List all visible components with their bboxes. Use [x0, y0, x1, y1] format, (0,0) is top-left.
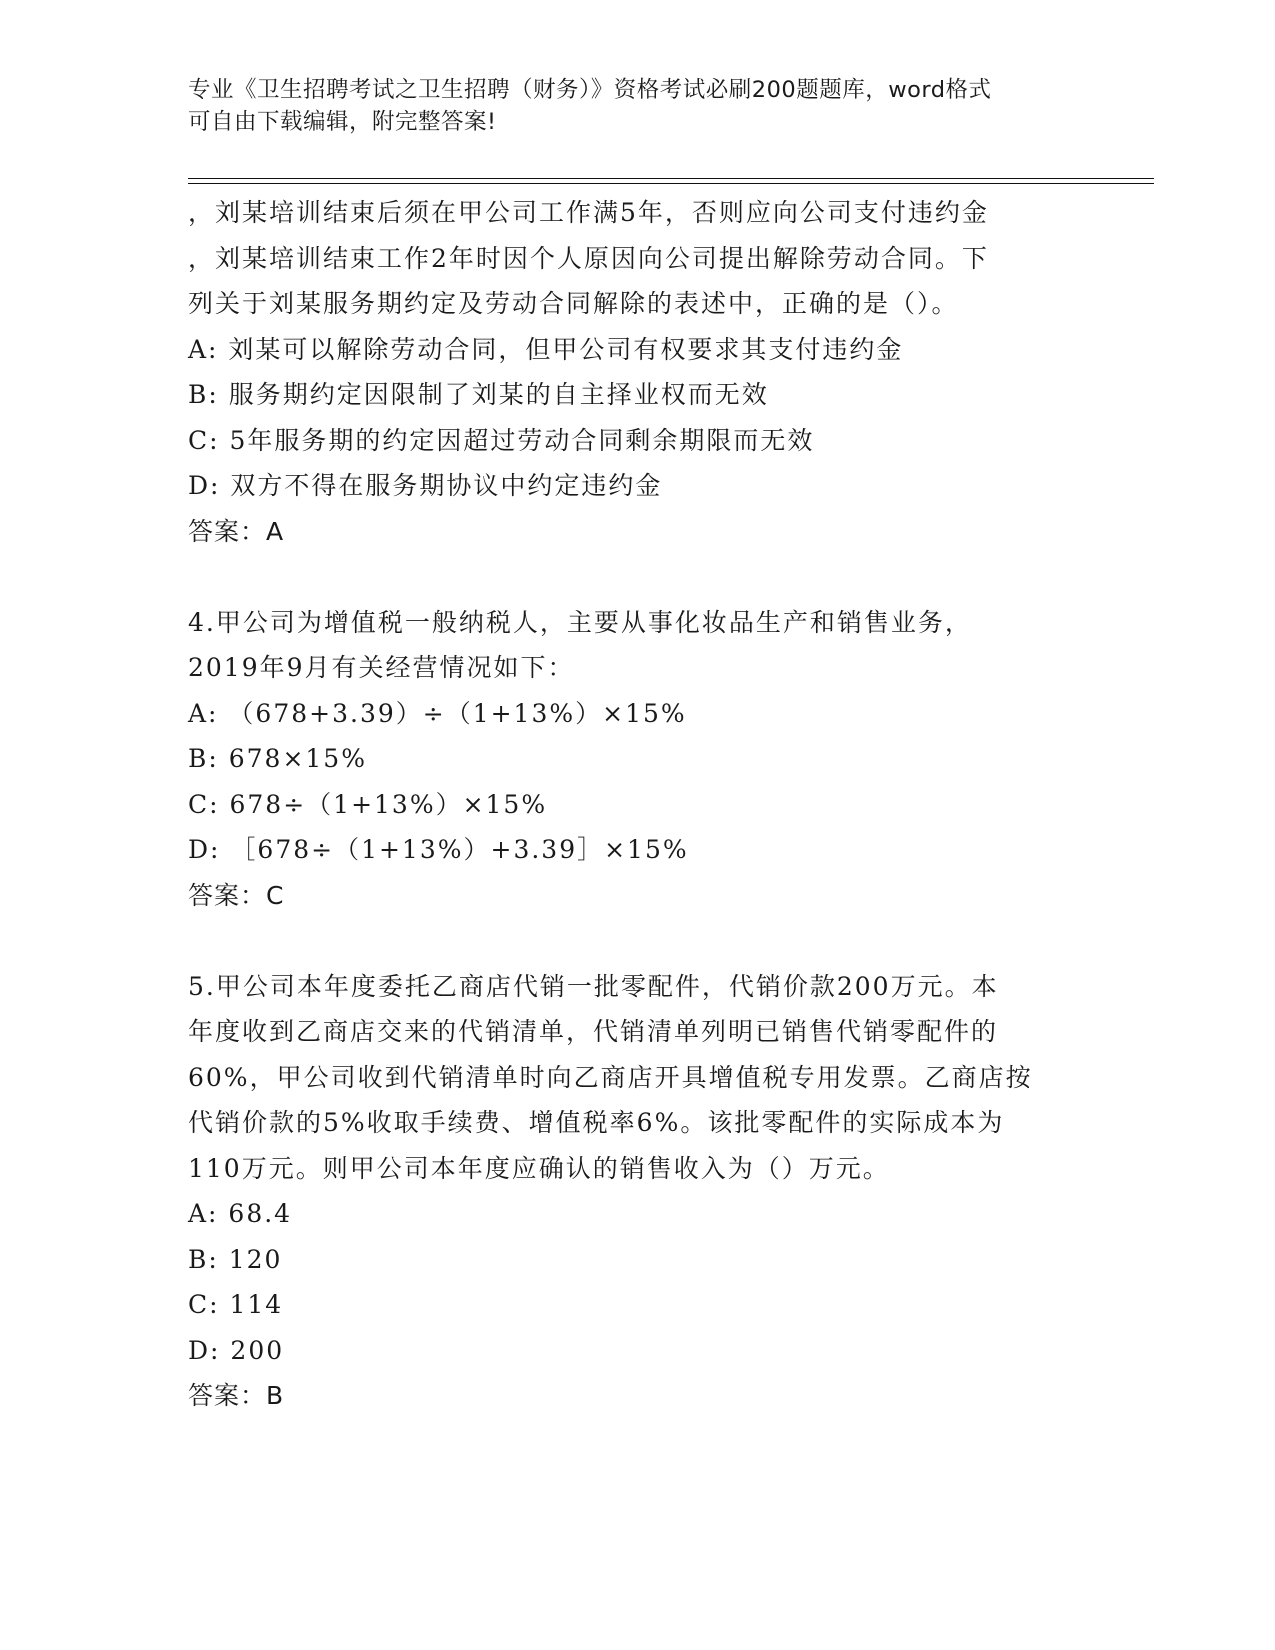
question-list: [188, 190, 1088, 1419]
option-a: A: 刘某可以解除劳动合同，但甲公司有权要求其支付违约金: [188, 334, 904, 364]
option-d: D: 200: [188, 1335, 285, 1365]
question-stem-line: 5.甲公司本年度委托乙商店代销一批零配件，代销价款200万元。本: [188, 971, 999, 1001]
answer-label: 答案：C: [188, 880, 285, 910]
question-stem-line: 110万元。则甲公司本年度应确认的销售收入为（）万元。: [188, 1153, 890, 1183]
question-stem: [188, 600, 1088, 691]
question-stem-line: 4.甲公司为增值税一般纳税人，主要从事化妆品生产和销售业务，: [188, 607, 972, 637]
option-b: B: 服务期约定因限制了刘某的自主择业权而无效: [188, 380, 769, 409]
answer-label: 答案：B: [188, 1381, 285, 1410]
question-stem-line: 列关于刘某服务期约定及劳动合同解除的表述中，正确的是（）。: [188, 289, 959, 318]
option-c: C: 114: [188, 1290, 284, 1319]
question-stem: [188, 190, 1088, 327]
document-header: [188, 74, 1088, 138]
option-d: D: 双方不得在服务期协议中约定违约金: [188, 471, 663, 500]
header-line-2: 可自由下载编辑，附完整答案!: [188, 109, 497, 135]
question-stem-line: ，刘某培训结束工作2年时因个人原因向公司提出解除劳动合同。下: [188, 243, 989, 273]
question-stem-line: 2019年9月有关经营情况如下：: [188, 653, 575, 682]
option-c: C: 5年服务期的约定因超过劳动合同剩余期限而无效: [188, 425, 815, 455]
option-a: A: （678+3.39）÷（1+13%）×15%: [188, 698, 687, 728]
question-stem-line: 年度收到乙商店交来的代销清单，代销清单列明已销售代销零配件的: [188, 1017, 999, 1046]
header-divider-bottom: [188, 183, 1154, 184]
option-a: A: 68.4: [188, 1199, 293, 1228]
option-b: B: 678×15%: [188, 744, 367, 773]
option-b: B: 120: [188, 1244, 283, 1274]
header-divider-top: [188, 178, 1154, 179]
question-5: [188, 964, 1088, 1419]
question-stem-line: ，刘某培训结束后须在甲公司工作满5年，否则应向公司支付违约金: [188, 198, 989, 227]
question-3: [188, 190, 1088, 554]
question-stem-line: 代销价款的5%收取手续费、增值税率6%。该批零配件的实际成本为: [188, 1108, 1005, 1137]
question-stem: [188, 964, 1088, 1192]
header-line-1: 专业《卫生招聘考试之卫生招聘（财务）》资格考试必刷200题题库，word格式: [188, 77, 992, 103]
option-d: D: ［678÷（1+13%）+3.39］×15%: [188, 835, 689, 864]
option-c: C: 678÷（1+13%）×15%: [188, 789, 548, 819]
answer-label: 答案：A: [188, 516, 285, 546]
question-stem-line: 60%，甲公司收到代销清单时向乙商店开具增值税专用发票。乙商店按: [188, 1062, 1033, 1092]
question-4: [188, 600, 1088, 919]
